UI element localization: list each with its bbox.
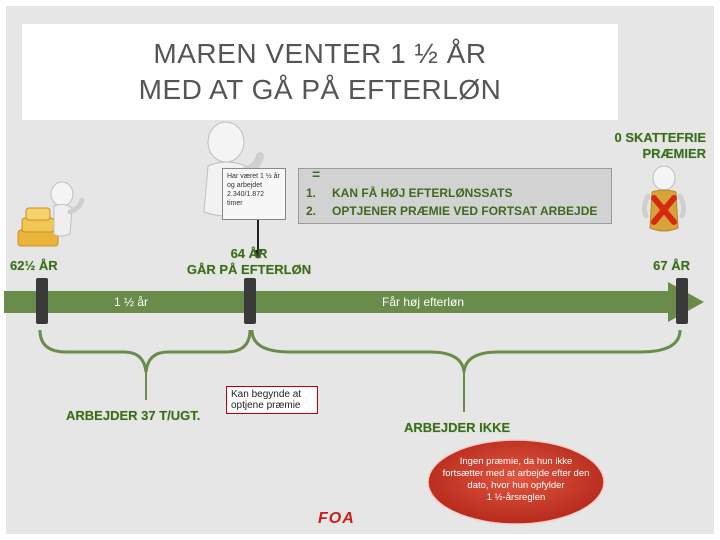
age-middle-line-1: 64 ÅR (230, 246, 268, 261)
timeline-label-right: Får høj efterløn (382, 295, 465, 309)
figure-note-line-1: Har været 1 ½ år (227, 173, 280, 180)
right-period-caption: ARBEJDER IKKE (404, 420, 511, 435)
equals-sign: = (312, 166, 321, 182)
top-right-line-2: PRÆMIER (642, 146, 706, 161)
ellipse-line-3: dato, hvor hun opfylder (467, 480, 565, 491)
premium-start-note (226, 386, 318, 414)
left-period-caption: ARBEJDER 37 T/UGT. (66, 408, 201, 423)
ellipse-line-4: 1 ½-årsreglen (486, 492, 546, 503)
figure-note-line-4: timer (227, 200, 243, 207)
top-right-line-1: 0 SKATTEFRIE (614, 130, 706, 145)
age-middle-line-2: GÅR PÅ EFTERLØN (186, 262, 312, 277)
figure-note-line-3: 2.340/1.872 (227, 191, 264, 198)
list-number-1: 1. (306, 186, 317, 200)
figure-note-line-2: og arbejdet (227, 182, 263, 189)
age-left-label: 62½ ÅR (10, 258, 58, 273)
list-item-1: KAN FÅ HØJ EFTERLØNSSATS (332, 186, 513, 200)
no-premium-text (438, 456, 594, 504)
list-number-2: 2. (306, 204, 317, 218)
foa-logo: FOA (318, 510, 355, 527)
title-line-2: MED AT GÅ PÅ EFTERLØN (138, 74, 502, 105)
ellipse-line-1: Ingen præmie, da hun ikke (459, 456, 573, 467)
premium-note-line-2: optjene præmie (231, 400, 301, 411)
ellipse-line-2: fortsætter med at arbejde efter den (442, 468, 590, 479)
premium-note-line-1: Kan begynde at (231, 389, 302, 400)
list-item-2: OPTJENER PRÆMIE VED FORTSAT ARBEJDE (332, 204, 598, 218)
age-right-label: 67 ÅR (653, 258, 690, 273)
title-line-1: MAREN VENTER 1 ½ ÅR (153, 38, 487, 69)
timeline-label-left: 1 ½ år (114, 295, 149, 309)
